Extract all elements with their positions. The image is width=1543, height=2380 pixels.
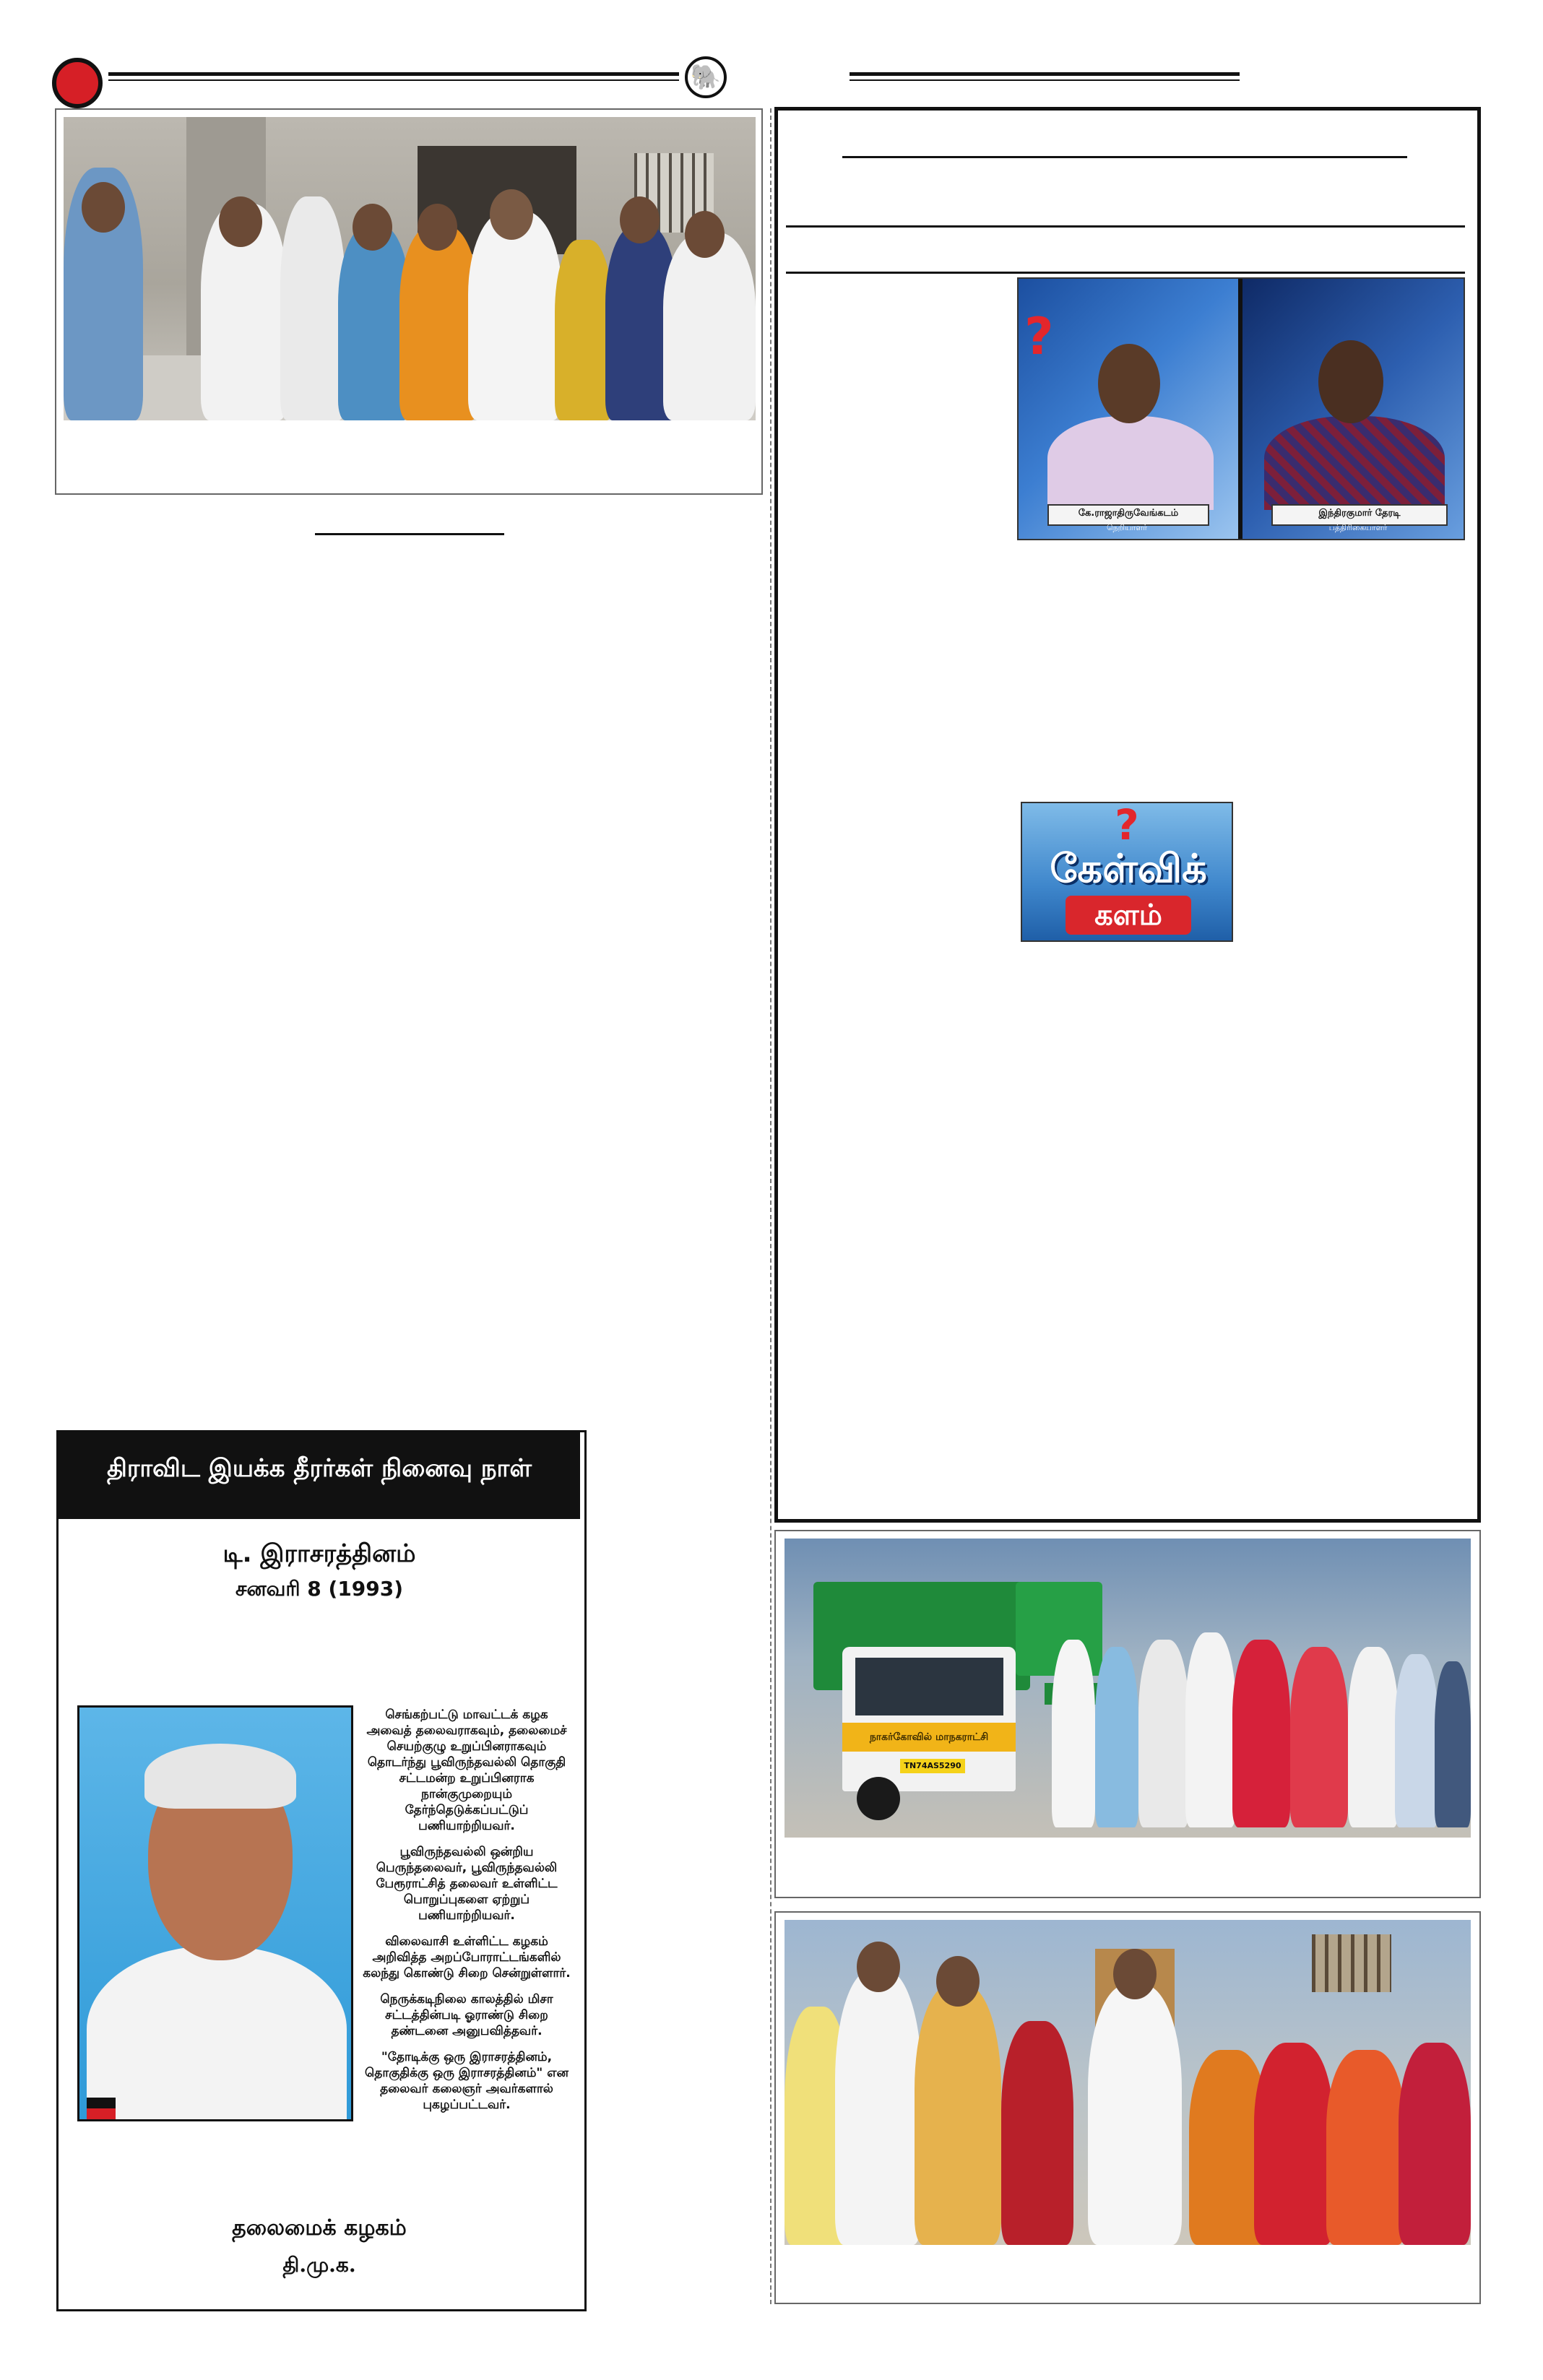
journalist-body: [1264, 416, 1445, 510]
anchor-head: [1098, 344, 1160, 423]
portrait-shoulders: [87, 1946, 347, 2119]
tv-article-rule-3: [786, 272, 1465, 274]
person: [835, 1970, 922, 2245]
person-head: [936, 1956, 980, 2007]
logo-question-icon: ?: [1115, 802, 1139, 849]
name-caption-left: கே.ராஜாதிருவேங்கடம்: [1047, 504, 1209, 526]
truck-banner: நாகர்கோவில் மாநகராட்சி: [842, 1723, 1016, 1752]
header-rule-top: [108, 72, 679, 76]
logo-title-line1: கேள்விக்: [1050, 846, 1207, 891]
person: [1395, 1654, 1438, 1827]
person: [1232, 1640, 1290, 1827]
person-head: [685, 211, 725, 258]
person-head: [490, 189, 533, 240]
person: [1001, 2021, 1073, 2245]
tv-article-rule-1: [842, 156, 1407, 158]
person: [1326, 2050, 1406, 2245]
bio-paragraph: "தோடிக்கு ஒரு இராசரத்தினம், தொகுதிக்கு ஒரு இராசரத்தினம்" என தலைவர் கலைஞர் அவர்களால் புகழப்பட்டவர்.: [365, 2050, 569, 2112]
person: [915, 1985, 1001, 2245]
memorial-biography: [362, 1707, 571, 2123]
memorial-name: டி. இராசரத்தினம்: [222, 1539, 416, 1568]
memorial-footer-line2: தி.மு.க.: [282, 2253, 356, 2277]
person: [1088, 1985, 1182, 2245]
party-flag-stripe-red: [87, 2108, 116, 2119]
person: [663, 233, 756, 420]
person: [1435, 1661, 1471, 1827]
program-logo: [1021, 802, 1233, 942]
person: [1290, 1647, 1348, 1827]
tv-debate-photo: [1017, 277, 1465, 540]
tv-question-graphic: ?: [1024, 307, 1054, 366]
journalist-head: [1318, 340, 1383, 423]
portrait-hair: [144, 1744, 296, 1809]
bio-paragraph: விலைவாசி உள்ளிட்ட கழகம் அறிவித்த அறப்போராட்டங்களில் கலந்து கொண்டு சிறை சென்றுள்ளார்.: [363, 1934, 571, 1981]
memorial-banner: [59, 1432, 580, 1519]
window: [1312, 1934, 1391, 1992]
memorial-notice: [56, 1430, 587, 2311]
memorial-portrait: [77, 1705, 353, 2121]
person: [1138, 1640, 1189, 1827]
bio-paragraph: பூவிருந்தவல்லி ஒன்றிய பெருந்தலைவர், பூவிருந்தவல்லி பேரூராட்சித் தலைவர் உள்ளிட்ட பொறுப்புகளை ஏற்றுப் பணியாற்றியவர்.: [376, 1845, 558, 1923]
truck-windshield: [855, 1658, 1003, 1715]
column-divider: [770, 108, 772, 2304]
person: [468, 211, 562, 420]
header-rule-bottom: [108, 79, 679, 81]
assistance-distribution-photo: [785, 1920, 1471, 2245]
person-head: [219, 196, 262, 247]
bio-paragraph: செங்கற்பட்டு மாவட்டக் கழக அவைத் தலைவராகவும், தலைமைச் செயற்குழு உறுப்பினராகவும் தொடர்ந்து பூவிருந்தவல்லி தொகுதி சட்டமன்ற உறுப்பினராக நான்குமுறையும் தேர்ந்தெடுக்கப்பட்டுப் பணியாற்றியவர்.: [366, 1708, 567, 1833]
person: [280, 196, 345, 420]
person: [555, 240, 613, 420]
person: [1348, 1647, 1399, 1827]
person-head: [82, 182, 125, 233]
bio-paragraph: நெருக்கடிநிலை காலத்தில் மிசா சட்டத்தின்படி ஓராண்டு சிறை தண்டனை அனுபவித்தவர்.: [380, 1992, 553, 2038]
tv-article-rule-2: [786, 225, 1465, 228]
person: [1095, 1647, 1138, 1827]
anchor-body: [1047, 416, 1214, 510]
header-rule-right-2: [850, 79, 1240, 81]
name-caption-right: இந்திரகுமார் தேரடி: [1271, 504, 1448, 526]
person-head: [1113, 1949, 1157, 1999]
memorial-footer-line1: தலைமைக் கழகம்: [232, 2215, 407, 2241]
role-caption-left: நெறியாளர்: [1107, 523, 1147, 532]
header-rule-right: [850, 72, 1240, 76]
inspection-photo: [64, 117, 756, 420]
memorial-date: சனவரி 8 (1993): [235, 1577, 404, 1601]
truck-plate: TN74AS5290: [900, 1759, 965, 1773]
person: [1254, 2043, 1334, 2245]
section-rule-left: [315, 533, 504, 535]
header-circle-emblem: [52, 58, 103, 108]
elephant-emblem-icon: 🐘: [685, 56, 727, 98]
person-head: [418, 204, 457, 251]
person: [1052, 1640, 1095, 1827]
person-head: [620, 196, 660, 243]
person: [1399, 2043, 1471, 2245]
logo-title-line2: களம்: [1066, 896, 1191, 935]
vehicle-inauguration-photo: [785, 1539, 1471, 1838]
truck-wheel: [857, 1777, 900, 1820]
person: [399, 225, 479, 420]
person-head: [353, 204, 392, 251]
person-head: [857, 1942, 900, 1992]
role-caption-right: பத்திரிகையாளர்: [1328, 523, 1388, 532]
person: [1185, 1632, 1236, 1827]
memorial-banner-text: திராவிட இயக்க தீரர்கள் நினைவு நாள்: [107, 1454, 532, 1483]
